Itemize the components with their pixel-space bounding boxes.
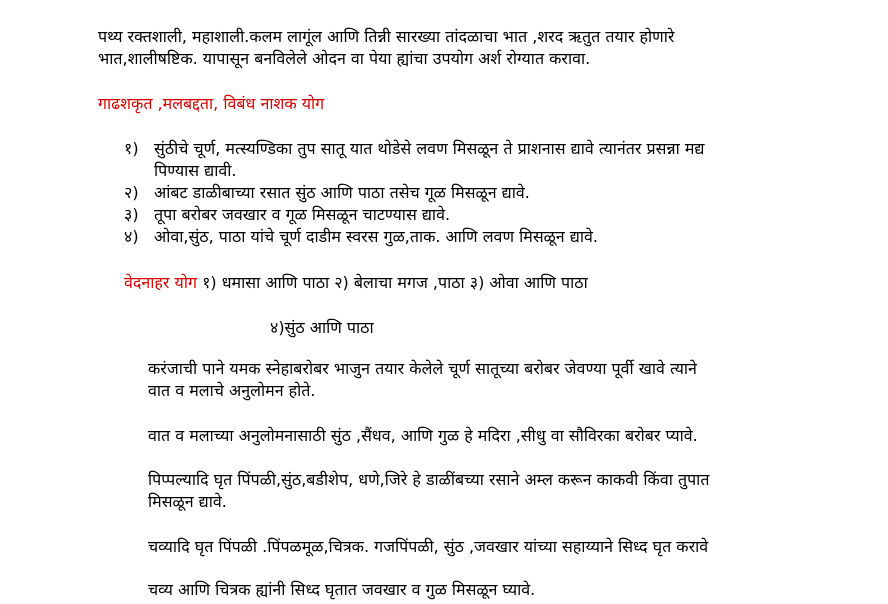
list-item-text: ओवा,सुंठ, पाठा यांचे चूर्ण दाडीम स्वरस गुळ,ताक. आणि लवण मिसळून द्यावे. xyxy=(154,227,598,246)
intro-line-1: पथ्य रक्तशाली, महाशाली.कलम लागूंल आणि तिन्नी सारख्या तांदळाचा भात ,शरद ऋतुत तयार होणारे xyxy=(98,27,675,46)
list-item xyxy=(124,138,864,182)
list-item xyxy=(124,182,864,204)
paragraph-line: पिप्पल्यादि घृत पिंपळी,सुंठ,बडीशेप, धणे,जिरे हे डाळींबच्या रसाने अम्ल करून काकवी किंवा तुपात xyxy=(148,470,710,489)
laxative-yoga-list xyxy=(124,138,864,248)
paragraph-vata-anuloman: वात व मलाच्या अनुलोमनासाठी सुंठ ,सैंधव, आणि गुळ हे मदिरा ,सीधु वा सौविरका बरोबर प्यावे. xyxy=(148,426,698,445)
paragraph-line: करंजाची पाने यमक स्नेहाबरोबर भाजुन तयार केलेले चूर्ण सातूच्या बरोबर जेवण्या पूर्वी खावे त्याने xyxy=(148,359,697,378)
paragraph-chavya-chitrak: चव्य आणि चित्रक ह्यांनी सिध्द घृतात जवखार व गुळ मिसळून घ्यावे. xyxy=(148,580,536,599)
pain-relief-yoga-item-4: ४)सुंठ आणि पाठा xyxy=(270,318,374,337)
pain-relief-yoga-line xyxy=(124,272,588,294)
list-item xyxy=(124,204,864,226)
paragraph-karanja xyxy=(148,358,878,402)
list-item-number: ४) xyxy=(124,227,139,246)
list-item-number: २) xyxy=(124,183,139,202)
intro-line-2: भात,शालीषष्टिक. यापासून बनविलेले ओदन वा पेया ह्यांचा उपयोग अर्श रोग्यात करावा. xyxy=(98,49,591,68)
paragraph-line: मिसळून द्यावे. xyxy=(148,492,227,511)
list-item-text: सुंठीचे चूर्ण, मत्स्यण्डिका तुप सातू यात थोडेसे लवण मिसळून ते प्राशनास द्यावे त्यानंतर प्रसन्ना मद्य xyxy=(154,139,705,158)
list-item-text-continued: पिण्यास द्यावी. xyxy=(154,161,237,180)
list-item-text: तूपा बरोबर जवखार व गूळ मिसळून चाटण्यास द्यावे. xyxy=(154,205,451,224)
pain-relief-yoga-items: १) धमासा आणि पाठा २) बेलाचा मगज ,पाठा ३) ओवा आणि पाठा xyxy=(196,273,588,292)
intro-paragraph xyxy=(98,26,878,70)
list-item-number: १) xyxy=(124,139,139,158)
section-label-pain-relief-yoga: वेदनाहर योग xyxy=(124,273,197,292)
section-heading-laxative-yoga: गाढशकृत ,मलबद्दता, विबंध नाशक योग xyxy=(98,94,325,113)
paragraph-line: वात व मलाचे अनुलोमन होते. xyxy=(148,381,316,400)
list-item-text: आंबट डाळीबाच्या रसात सुंठ आणि पाठा तसेच गूळ मिसळून द्यावे. xyxy=(154,183,530,202)
list-item xyxy=(124,226,864,248)
paragraph-chavyadi-ghrita: चव्यादि घृत पिंपळी .पिंपळमूळ,चित्रक. गजपिंपळी, सुंठ ,जवखार यांच्या सहाय्याने सिध्द घृत करावे xyxy=(148,537,709,556)
paragraph-pippalyadi-ghrita xyxy=(148,469,878,513)
list-item-number: ३) xyxy=(124,205,139,224)
